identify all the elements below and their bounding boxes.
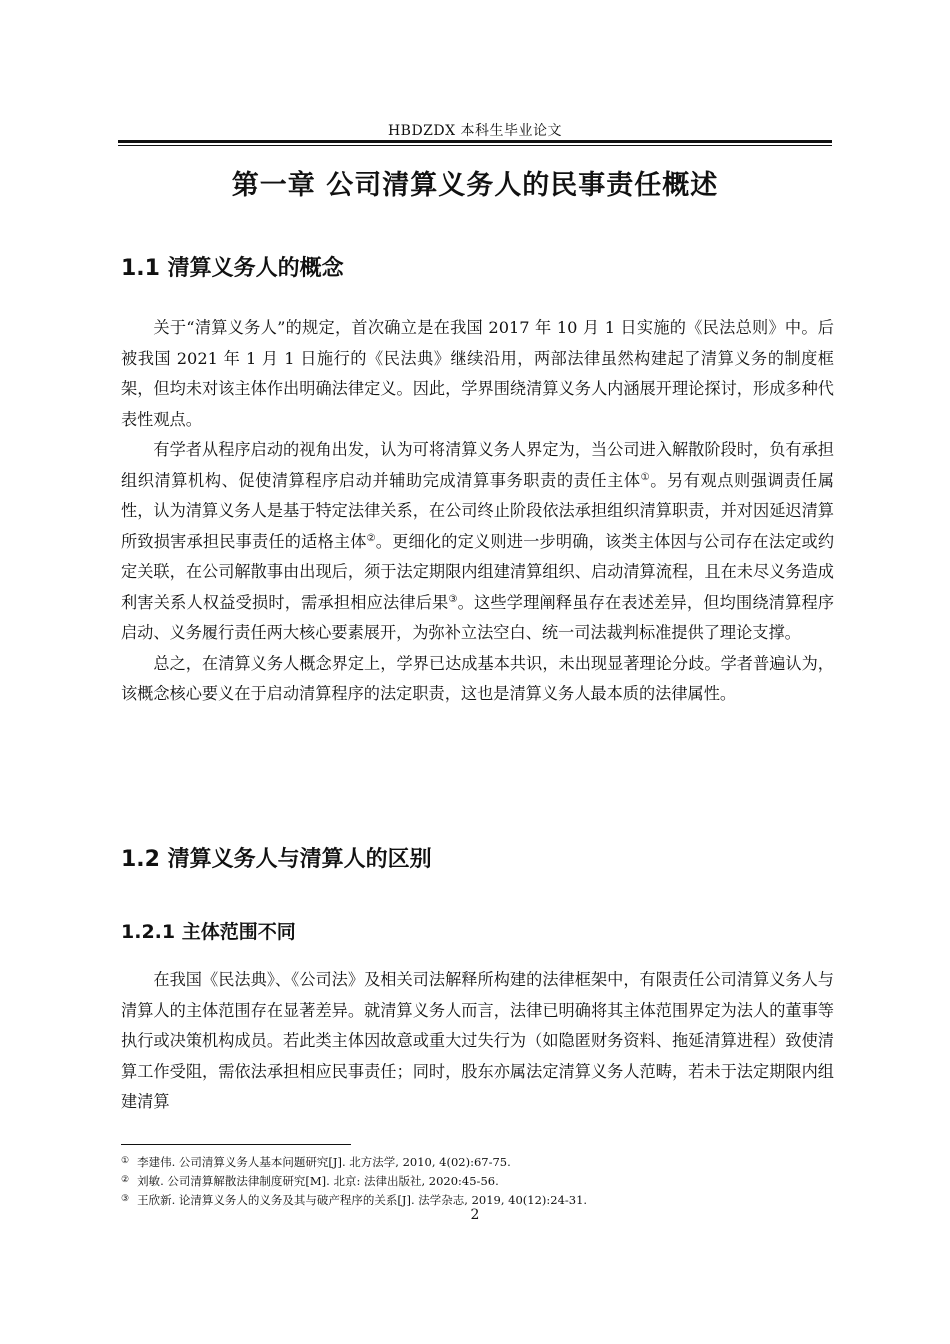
- footnote-separator: [121, 1144, 351, 1145]
- paragraph-2-part-c: 。更细化的定义则进一步明确，该类主体因与公司存在法定或约定关联，在公司解散事由出现后，须于法定期限内组建清算组织、启动清算流程，且在未尽义务造成利害关系人权益受损时，需承担相应法律后果: [121, 531, 835, 612]
- section-heading-1-1: 1.1 清算义务人的概念: [121, 256, 344, 281]
- footnote-mark: ②: [121, 1175, 130, 1185]
- header-rule-thick: [118, 140, 832, 143]
- footnote-ref-1[interactable]: ①: [640, 471, 651, 483]
- paragraph-3: 总之，在清算义务人概念界定上，学界已达成基本共识，未出现显著理论分歧。学者普遍认为，该概念核心要义在于启动清算程序的法定职责，这也是清算义务人最本质的法律属性。: [121, 653, 834, 703]
- section-1-2-1-body: [121, 965, 834, 1118]
- footnote-text: 李建伟. 公司清算义务人基本问题研究[J]. 北方法学, 2010, 4(02):67-75.: [137, 1155, 511, 1169]
- running-header: HBDZDX 本科生毕业论文: [387, 123, 563, 139]
- header-rule-thin: [118, 145, 832, 146]
- paragraph-4: 在我国《民法典》、《公司法》及相关司法解释所构建的法律框架中，有限责任公司清算义务人与清算人的主体范围存在显著差异。就清算义务人而言，法律已明确将其主体范围界定为法人的董事等执行或决策机构成员。若此类主体因故意或重大过失行为（如隐匿财务资料、拖延清算进程）致使清算工作受阻，需依法承担相应民事责任；同时，股东亦属法定清算义务人范畴，若未于法定期限内组建清算: [121, 970, 834, 1111]
- paragraph-2: [121, 435, 834, 649]
- footnote-ref-2[interactable]: ②: [366, 532, 376, 544]
- paragraph-1: 关于“清算义务人”的规定，首次确立是在我国 2017 年 10 月 1 日实施的《民法总则》中。后被我国 2021 年 1 月 1 日施行的《民法典》继续沿用，两部法律虽然构建起了清算义务的制度框架，但均未对该主体作出明确法律定义。因此，学界围绕清算义务人内涵展开理论探讨，形成多种代表性观点。: [121, 318, 834, 429]
- section-1-1-body: [121, 313, 834, 710]
- footnote-mark: ①: [121, 1156, 130, 1166]
- footnote-text: 刘敏. 公司清算解散法律制度研究[M]. 北京: 法律出版社, 2020:45-56.: [137, 1174, 499, 1188]
- chapter-title: 第一章 公司清算义务人的民事责任概述: [231, 170, 719, 201]
- paragraph-2-part-a: 有学者从程序启动的视角出发，认为可将清算义务人界定为，当公司进入解散阶段时，负有承担组织清算机构、促使清算程序启动并辅助完成清算事务职责的责任主体: [121, 440, 834, 490]
- paragraph-2-part-b: 。另有观点则强调责任属性，认为清算义务人是基于特定法律关系，在公司终止阶段依法承担组织清算职责，并对因延迟清算所致损害承担民事责任的适格主体: [121, 470, 835, 551]
- footnotes: [121, 1152, 834, 1209]
- footnote-ref-3[interactable]: ③: [448, 593, 458, 605]
- footnote-text: 王欣新. 论清算义务人的义务及其与破产程序的关系[J]. 法学杂志, 2019, 40(12):24-31.: [137, 1193, 588, 1207]
- footnote-1: [121, 1152, 834, 1171]
- page-number: 2: [470, 1207, 480, 1223]
- footnote-mark: ③: [121, 1194, 130, 1204]
- section-heading-1-2: 1.2 清算义务人与清算人的区别: [121, 847, 432, 872]
- section-heading-1-2-1: 1.2.1 主体范围不同: [121, 921, 296, 943]
- paragraph-2-part-d: 。这些学理阐释虽存在表述差异，但均围绕清算程序启动、义务履行责任两大核心要素展开，为弥补立法空白、统一司法裁判标准提供了理论支撑。: [121, 592, 835, 642]
- footnote-2: [121, 1171, 834, 1190]
